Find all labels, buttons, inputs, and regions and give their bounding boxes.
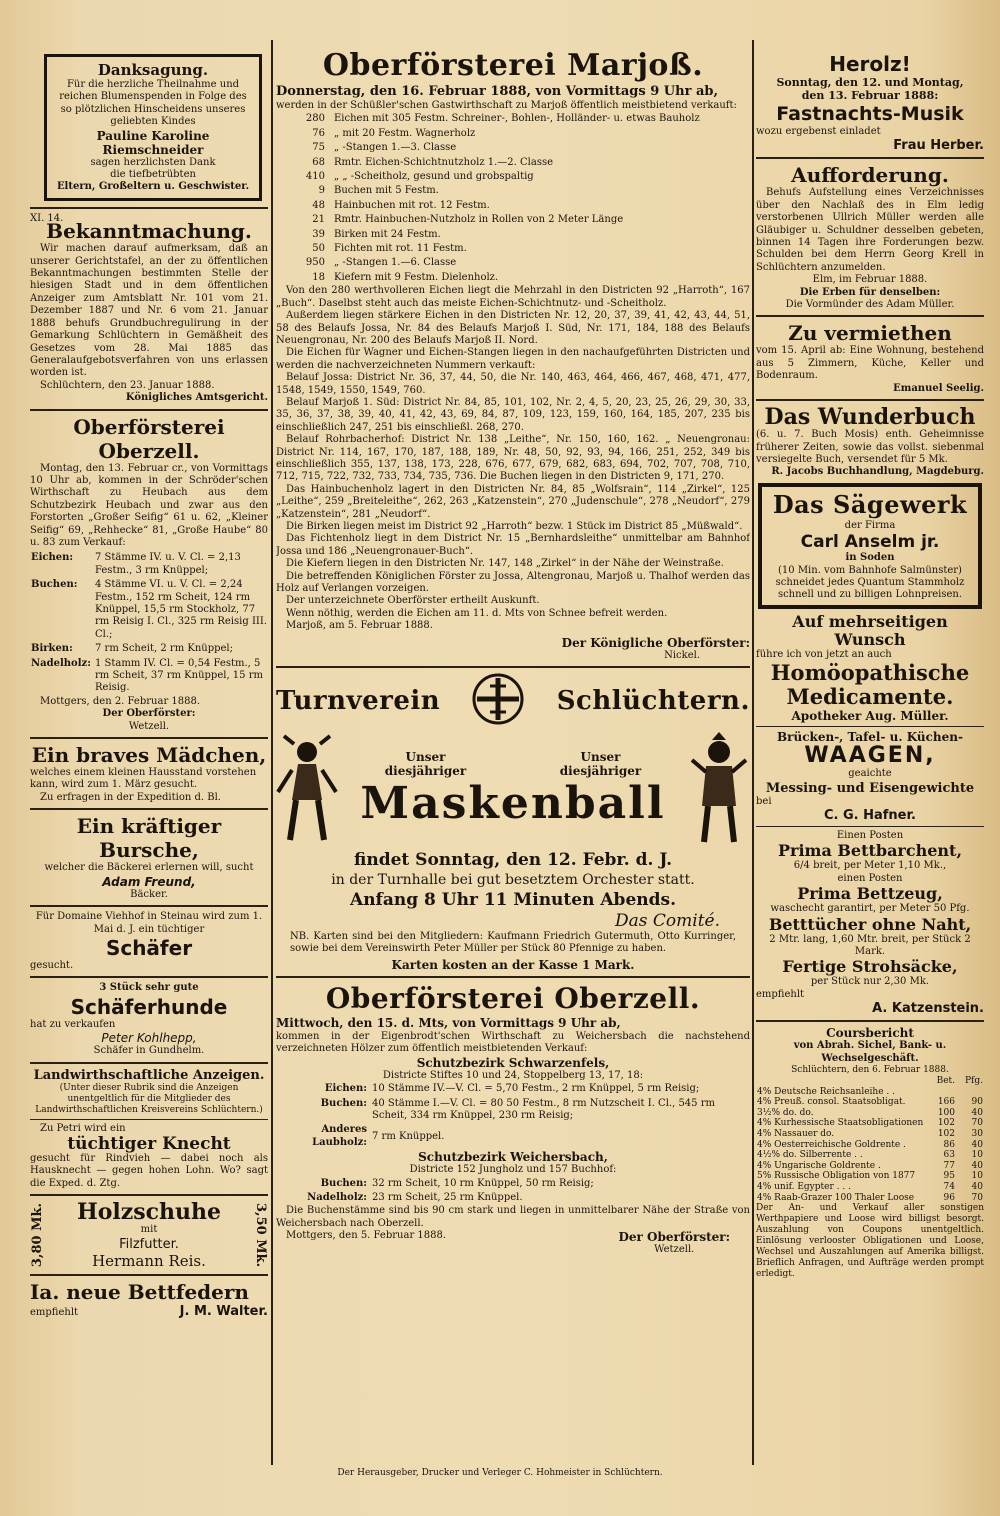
table-row: 5% Russische Obligation von 1877 95 10 <box>757 1171 983 1182</box>
homoeopathie-ad: Auf mehrseitigen Wunsch führe ich von jetzt an auch Homöopathische Medicamente. Apotheker Aug. Müller. <box>756 613 984 723</box>
table-row: 3½% do. do. 100 40 <box>757 1107 983 1118</box>
ad-title: Oberförsterei Oberzell. <box>325 981 701 1015</box>
ad-title: Ein braves Mädchen, <box>31 743 267 768</box>
danksagung-ad: Danksagung. Für die herzliche Theilnahme und reichen Blumenspenden in Folge des so plötzlichen Hinscheidens unseres geliebten Kindes Pauline Karoline Riemschneider sagen herzlichsten Dank die tiefbetrübten Eltern, Großeltern u. Geschwister. <box>44 54 262 201</box>
column-middle <box>276 40 750 1257</box>
waagen-ad: Brücken-, Tafel- u. Küchen- WAAGEN, geaichte Messing- und Eisengewichte bei C. G. Hafner. <box>756 730 984 823</box>
ad-title: Maskenball <box>360 778 666 830</box>
coursbericht-table: Coursbericht von Abrah. Sichel, Bank- u. Wechselgeschäft. Schlüchtern, den 6. Februar 1888. Bet. Pfg. 4% Deutsche Reichsanleihe . . 4% Preuß. consol. Staatsobligat. 166 90 3½% do. do. 100 40 4% Kurhessische Staatsobligationen 102 70 4% Nassauer do. 102 30 4% Oesterreichische Goldrente . 86 40 4½% do. Silberrente . . 63 10 4% Ungarische Goldrente . 77 40 5% Russische Obligation von 1877 95 10 4% unif. Egypter . . . 74 40 4% Raab-Grazer 100 Thaler Loose 96 70 Der An- und Verkauf aller sonstigen Werthpapiere und Loose wird billigst besorgt. Auszahlung von Coupons unentgeltlich. Einlösung verlooster Obligationen und Loose, Wechsel und Auszahlungen auf Amerika billigst. Brieflich Anfragen, und Aufträge werden prompt erledigt. <box>756 1026 984 1280</box>
ad-title: Schäferhunde <box>70 994 228 1019</box>
ad-title: tüchtiger Knecht <box>67 1133 231 1154</box>
column-rule <box>271 40 273 1465</box>
table-row: 4% Kurhessische Staatsobligationen 102 70 <box>757 1118 983 1129</box>
wood-table: Eichen: 10 Stämme IV.—V. Cl. = 5,70 Festm., 2 rm Knüppel, 5 rm Reisig; Buchen: 40 Stämme I.—V. Cl. = 80 50 Festm., 8 rm Nutzscheit I. Cl., 545 rm Scheit, 334 rm Knüppel, 230 rm Reisig; Anderes Laubholz: 7 rm Knüppel. <box>312 1083 715 1148</box>
ad-text: Für die herzliche Theilnahme und reichen Blumenspenden in Folge des so plötzlichen Hinscheidens unseres geliebten Kindes <box>59 79 247 128</box>
ad-title: WAAGEN, <box>804 743 936 769</box>
ad-title: Danksagung. <box>97 61 209 79</box>
ad-title: Bekanntmachung. <box>46 219 252 244</box>
oberzell-ad: Oberförsterei Oberzell. Montag, den 13. Februar cr., von Vormittags 10 Uhr ab, kommen in der Schröder'schen Wirthschaft zu Heubach aus dem Schutzbezirk Heubach und zwar aus den Forstorten „Großer Seifig“ 61 u. 62, „Kleiner Seifig“ 69, „Rehhecke“ 81, „Große Haube“ 80 u. 83 zum Verkauf: Eichen: 7 Stämme IV. u. V. Cl. = 2,13 Festm., 3 rm Knüppel; Buchen: 4 Stämme VI. u. V. Cl. = 2,24 Festm., 152 rm Scheit, 124 rm Knüppel, 15,5 rm Stockholz, 77 rm Reisig I. Cl., 325 rm Reisig III. Cl.; Birken: 7 rm Scheit, 2 rm Knüppel; Nadelholz: 1 Stamm IV. Cl. = 0,54 Festm., 5 rm Scheit, 37 rm Knüppel, 15 rm Reisig. Mottgers, den 2. Februar 1888. Der Oberförster: Wetzell. <box>30 414 268 732</box>
clown-figure-icon <box>688 730 750 850</box>
schaefer-ad: Für Domaine Viehhof in Steinau wird zum 1. Mai d. J. ein tüchtiger Schäfer gesucht. <box>30 911 268 972</box>
ad-title: Ia. neue Bettfedern <box>30 1279 249 1304</box>
ad-title: Oberförsterei Oberzell. <box>73 414 225 463</box>
knecht-ad: Zu Petri wird ein tüchtiger Knecht gesucht für Rindvieh — dabei noch als Hausknecht — gegen hohen Lohn. Wo? sagt die Exped. d. Ztg. <box>30 1122 268 1189</box>
maskenball-ad: Turnverein Schlüchtern. Unser diesjähriger Unser diesjähriger Maskenball findet Sonntag, den 12. Febr. d. J. in der Turnhalle bei gut besetztem Orchester statt. Anfang 8 Uhr 11 Minuten Abends. Das Comité. NB. Karten sind bei den Mitgliedern: Kaufmann Friedrich Gutermuth, Otto Kurringer, sowie bei dem Vereinswirth Peter Müller per Stück 80 Pfennige zu haben. Karten kosten an der Kasse 1 Mark. <box>276 672 750 972</box>
ad-title: Ein kräftiger Bursche, <box>76 814 222 863</box>
bursche-ad: Ein kräftiger Bursche, welcher die Bäckerei erlernen will, sucht Adam Freund, Bäcker. <box>30 814 268 901</box>
bekanntmachung-ad: XI. 14. Bekanntmachung. Wir machen darauf aufmerksam, daß an unserer Gerichtstafel, an der zu öffentlichen Bekanntmachungen bestimmten Stelle der hiesigen Stadt und in dem öffentlichen Anzeiger zum Amtsblatt Nr. 101 vom 21. Dezember 1887 und Nr. 6 vom 21. Januar 1888 behufs Grundbuchregulirung in der Gemarkung Schlüchtern in Gemäßheit des Gesetzes vom 28. Mai 1885 das Generalaufgebotsverfahren von uns erlassen worden ist. Schlüchtern, den 23. Januar 1888. Königliches Amtsgericht. <box>30 212 268 404</box>
ad-title: Das Sägewerk <box>772 489 968 519</box>
table-row: 4% Ungarische Goldrente . 77 40 <box>757 1160 983 1171</box>
vermiethen-ad: Zu vermiethen vom 15. April ab: Eine Wohnung, bestehend aus 5 Zimmern, Küche, Keller und Bodenraum. Emanuel Seelig. <box>756 321 984 394</box>
saegewerk-ad: Das Sägewerk der Firma Carl Anselm jr. in Soden (10 Min. vom Bahnhofe Salmünster) schneidet jedes Quantum Stammholz schnell und zu billigen Lohnpreisen. <box>758 483 982 609</box>
ad-title: Aufforderung. <box>791 163 949 188</box>
wood-table: Eichen: 7 Stämme IV. u. V. Cl. = 2,13 Festm., 3 rm Knüppel; Buchen: 4 Stämme VI. u. V. Cl. = 2,24 Festm., 152 rm Scheit, 124 rm Knüppel, 15,5 rm Stockholz, 77 rm Reisig I. Cl., 325 rm Reisig III. Cl.; Birken: 7 rm Scheit, 2 rm Knüppel; Nadelholz: 1 Stamm IV. Cl. = 0,54 Festm., 5 rm Scheit, 37 rm Knüppel, 15 rm Reisig. <box>31 552 267 694</box>
jester-figure-icon <box>276 730 338 850</box>
column-left <box>30 40 268 1319</box>
marjoss-ad: Oberförsterei Marjoß. Donnerstag, den 16. Februar 1888, von Vormittags 9 Uhr ab, werden in der Schüßler'schen Gastwirthschaft zu Marjoß öffentlich meistbietend verkauft: 280 Eichen mit 305 Festm. Schreiner-, Bohlen-, Holländer- u. etwas Bauholz 76 „ mit 20 Festm. Wagnerholz 75 „ -Stangen 1.—3. Classe 68 Rmtr. Eichen-Schichtnutzholz 1.—2. Classe 410 „ „ -Scheitholz, gesund und grobspaltig 9 Buchen mit 5 Festm. 48 Hainbuchen mit rot. 12 Festm. 21 Rmtr. Hainbuchen-Nutzholz in Rollen von 2 Meter Länge 39 Birken mit 24 Festm. 50 Fichten mit rot. 11 Festm. 950 „ -Stangen 1.—6. Classe 18 Kiefern mit 9 Festm. Dielenholz. Von den 280 werthvolleren Eichen liegt die Mehrzahl in den Districten 92 „Harroth“, 167 „Buch“. Daselbst steht auch das meiste Eichen-Schichtnutz- und -Scheitholz. Außerdem liegen stärkere Eichen in den Districten Nr. 12, 20, 37, 39, 41, 42, 43, 44, 51, 58 des Belaufs Jossa, Nr. 84 des Belaufs Marjoß I. Süd, Nr. 171, 184, 188 des Belaufs Neuengronau, Nr. 200 des Belaufs Marjoß II. Nord. Die Eichen für Wagner und Eichen-Stangen liegen in den nachaufgeführten Districten und werden die nachverzeichneten Nummern verkauft: Belauf Jossa: District Nr. 36, 37, 44, 50, die Nr. 140, 463, 464, 466, 467, 468, 471, 477, 1548, 1549, 1550, 1549, 760. Belauf Marjoß 1. Süd: District Nr. 84, 85, 101, 102, Nr. 2, 4, 5, 20, 23, 25, 26, 29, 30, 33, 35, 36, 37, 38, 39, 40, 41, 42, 43, 69, 84, 87, 109, 123, 159, 160, 164, 185, 207, 235 bis einschließlich 247, 251 bis einschließl. 268, 270. Belauf Rohrbacherhof: District Nr. 138 „Leithe“, Nr. 150, 160, 162. „ Neuengronau: District Nr. 114, 167, 170, 187, 188, 189, Nr. 48, 50, 92, 93, 94, 166, 251, 252, 349 bis einschließlich 355, 137, 138, 173, 228, 676, 677, 679, 682, 683, 694, 702, 707, 708, 710, 712, 715, 722, 732, 733, 734, 735, 736. Die Buchen liegen in den Districten 9, 171, 270. Das Hainbuchenholz lagert in den Districten Nr. 84, 85 „Wolfsrain“, 114 „Zirkel“, 125 „Leithe“, 259 „Breiteleithe“, 262, 263 „Katzenstein“, 270 „Judenschule“, 278 „Neudorf“, 279 „Katzenstein“, 281 „Neudorf“. Die Birken liegen meist im District 92 „Harroth“ bezw. 1 Stück im District 85 „Müßwald“. Das Fichtenholz liegt in dem District Nr. 15 „Bernhardsleithe“ unmittelbar am Bahnhof Jossa und 186 „Neuengronauer-Buch“. Die Kiefern liegen in den Districten Nr. 147, 148 „Zirkel“ in der Nähe der Weinstraße. Die betreffenden Königlichen Förster zu Jossa, Altengronau, Marjoß u. Thalhof werden das Holz auf Verlangen vorzeigen. Der unterzeichnete Oberförster ertheilt Auskunft. Wenn nöthig, werden die Eichen am 11. d. Mts von Schnee befreit werden. Marjoß, am 5. Februar 1888. Der Königliche Oberförster: Nickel. <box>276 48 750 661</box>
ad-title: Oberförsterei Marjoß. <box>322 48 704 83</box>
landwirthschaft-section: Landwirthschaftliche Anzeigen. (Unter dieser Rubrik sind die Anzeigen unentgeltlich für die Mitglieder des Landwirthschaftlichen Kreisvereins Schlüchtern.) <box>33 1067 265 1115</box>
table-row: 4% Preuß. consol. Staatsobligat. 166 90 <box>757 1097 983 1108</box>
turner-cross-icon <box>471 672 525 730</box>
holzschuhe-ad: 3,80 Mk. Holzschuhe mit Filzfutter. Hermann Reis. 3,50 Mk. <box>30 1199 268 1270</box>
maedchen-ad: Ein braves Mädchen, welches einem kleinen Hausstand vorstehen kann, wird zum 1. März gesucht. Zu erfragen in der Expedition d. Bl. <box>30 743 267 803</box>
table-row: 4% Raab-Grazer 100 Thaler Loose 96 70 <box>757 1192 983 1203</box>
table-row: 4% Nassauer do. 102 30 <box>757 1129 983 1139</box>
aufforderung-ad: Aufforderung. Behufs Aufstellung eines Verzeichnisses über den Nachlaß des in Elm ledig verstorbenen Ullrich Müller werden alle Gläubiger u. Schuldner desselben gebeten, binnen 14 Tagen ihre Forderungen bezw. Schulden bei dem Herrn Georg Krell in Schlüchtern anzumelden. Elm, im Februar 1888. Die Erben für denselben: Die Vormünder des Adam Müller. <box>756 163 984 311</box>
ad-title: Holzschuhe <box>76 1199 222 1226</box>
wunderbuch-ad: Das Wunderbuch (6. u. 7. Buch Mosis) enth. Geheimnisse früherer Zeiten, sowie das vollst. siebenmal versiegelte Buch, versendet für 5 Mk. R. Jacobs Buchhandlung, Magdeburg. <box>756 404 984 478</box>
table-row: 4% unif. Egypter . . . 74 40 <box>757 1181 983 1192</box>
wood-list: 280 Eichen mit 305 Festm. Schreiner-, Bohlen-, Holländer- u. etwas Bauholz 76 „ mit 20 Festm. Wagnerholz 75 „ -Stangen 1.—3. Classe 68 Rmtr. Eichen-Schichtnutzholz 1.—2. Classe 410 „ „ -Scheitholz, gesund und grobspaltig 9 Buchen mit 5 Festm. 48 Hainbuchen mit rot. 12 Festm. 21 Rmtr. Hainbuchen-Nutzholz in Rollen von 2 Meter Länge 39 Birken mit 24 Festm. 50 Fichten mit rot. 11 Festm. 950 „ -Stangen 1.—6. Classe 18 Kiefern mit 9 Festm. Dielenholz. <box>305 113 700 283</box>
table-row: 4% Deutsche Reichsanleihe . . <box>757 1086 895 1097</box>
imprint-footer: Der Herausgeber, Drucker und Verleger C. Hohmeister in Schlüchtern. <box>337 1468 663 1478</box>
column-right <box>756 40 984 1280</box>
ad-name: Pauline Karoline Riemschneider <box>96 128 210 157</box>
katzenstein-ad: Einen Posten Prima Bettbarchent, 6/4 breit, per Meter 1,10 Mk., einen Posten Prima Bettzeug, waschecht garantirt, per Meter 50 Pfg. Betttücher ohne Naht, 2 Mtr. lang, 1,60 Mtr. breit, per Stück 2 Mark. Fertige Strohsäcke, per Stück nur 2,30 Mk. empfiehlt A. Katzenstein. <box>756 829 984 1017</box>
table-row: 4% Oesterreichische Goldrente . 86 40 <box>757 1139 983 1150</box>
column-rule <box>752 40 754 1465</box>
ad-title: Das Wunderbuch <box>764 404 976 431</box>
ad-title: Herolz! <box>829 52 911 76</box>
table-row: 4½% do. Silberrente . . 63 10 <box>757 1150 983 1161</box>
ad-title: Homöopathische <box>770 660 970 686</box>
oberzell2-ad: Oberförsterei Oberzell. Mittwoch, den 15. d. Mts, von Vormittags 9 Uhr ab, kommen in der Eigenbrodt'schen Wirthschaft zu Weichersbach die nachstehend verzeichneten Hölzer zum öffentlich meistbietenden Verkauf: Schutzbezirk Schwarzenfels, Districte Stiftes 10 und 24, Stoppelberg 13, 17, 18: Eichen: 10 Stämme IV.—V. Cl. = 5,70 Festm., 2 rm Knüppel, 5 rm Reisig; Buchen: 40 Stämme I.—V. Cl. = 80 50 Festm., 8 rm Nutzscheit I. Cl., 545 rm Scheit, 334 rm Knüppel, 230 rm Reisig; Anderes Laubholz: 7 rm Knüppel. Schutzbezirk Weichersbach, Districte 152 Jungholz und 157 Buchhof: Buchen: 32 rm Scheit, 10 rm Knüppel, 50 rm Reisig; Nadelholz: 23 rm Scheit, 25 rm Knüppel. Die Buchenstämme sind bis 90 cm stark und liegen in unmittelbarer Nähe der Straße von Weichersbach nach Oberzell. Mottgers, den 5. Februar 1888. Der Oberförster: Wetzell. <box>276 981 750 1256</box>
ad-title: Zu vermiethen <box>788 321 952 346</box>
ad-title: Schäfer <box>105 935 193 960</box>
schaeferhunde-ad: 3 Stück sehr gute Schäferhunde hat zu verkaufen Peter Kohlhepp, Schäfer in Gundhelm. <box>30 982 268 1057</box>
herolz-ad: Herolz! Sonntag, den 12. und Montag, den 13. Februar 1888: Fastnachts-Musik wozu ergebenst einladet Frau Herber. <box>756 52 984 154</box>
bettfedern-ad: Ia. neue Bettfedern empfiehlt J. M. Walter. <box>30 1279 268 1319</box>
